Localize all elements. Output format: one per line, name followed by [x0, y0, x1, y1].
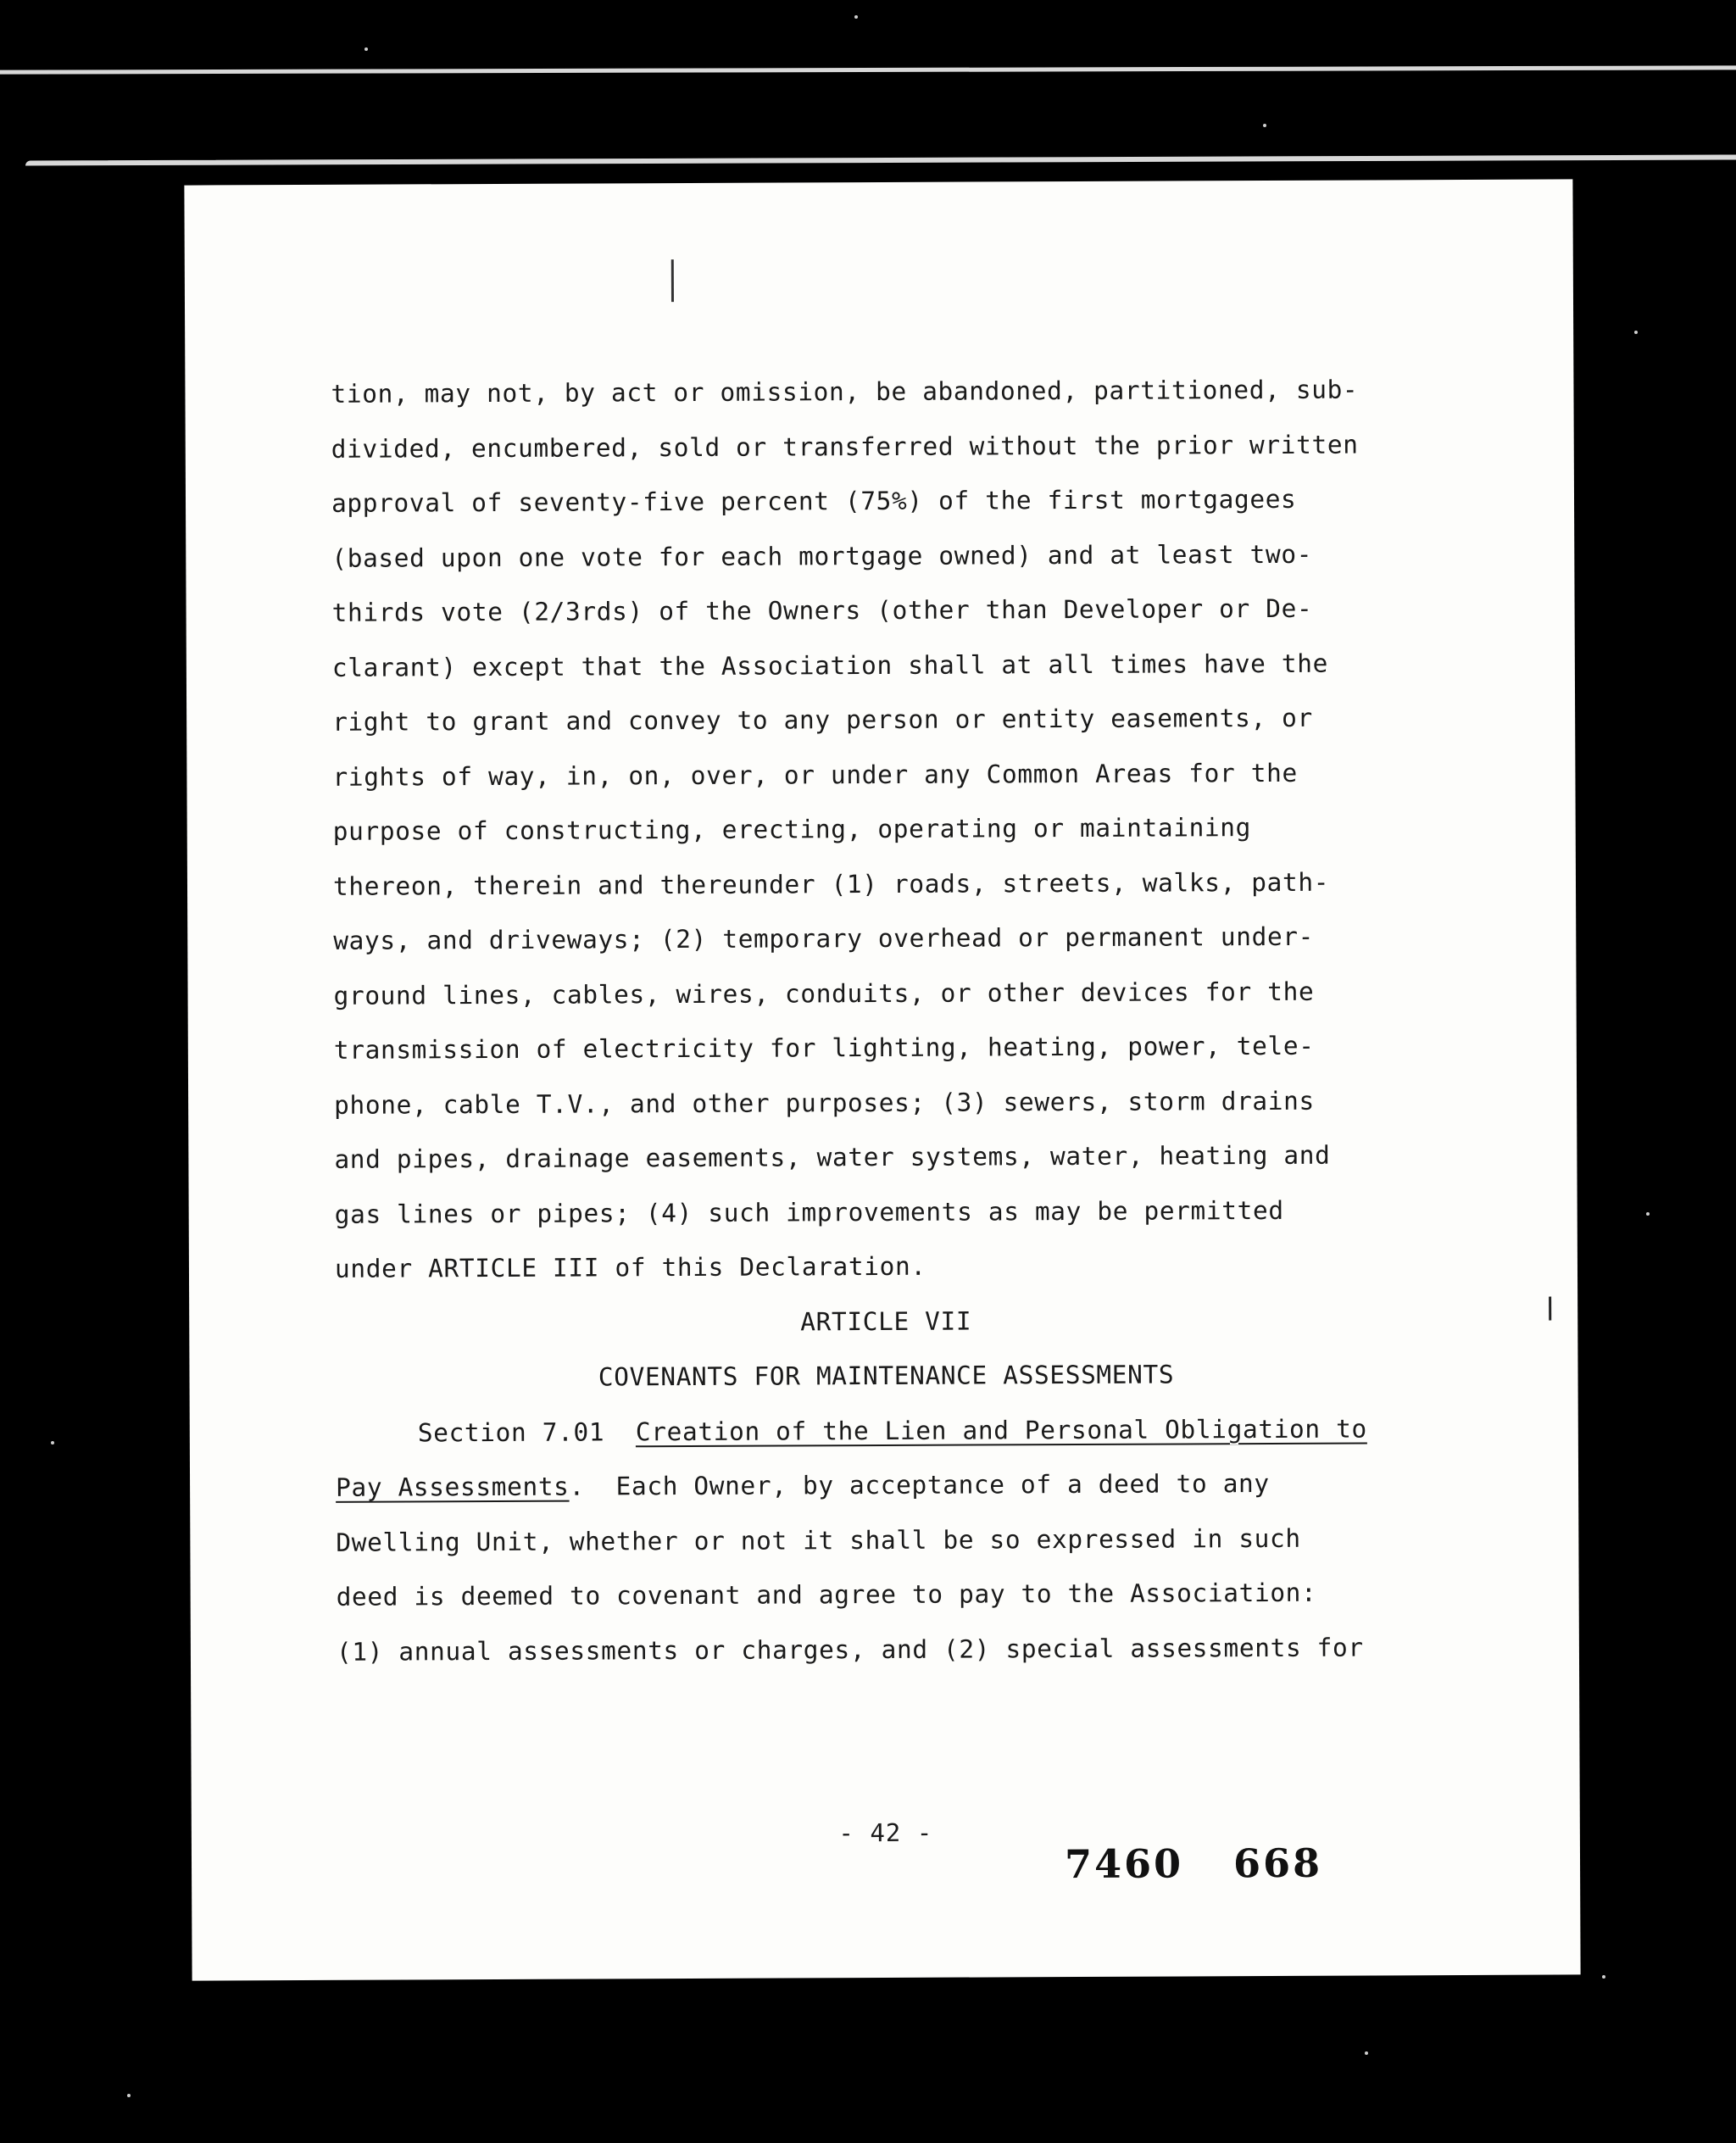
paragraph-line: rights of way, in, on, over, or under any Common Areas for the	[332, 758, 1298, 792]
paragraph-line: gas lines or pipes; (4) such improvements as may be permitted	[334, 1195, 1284, 1229]
page-number: - 42 -	[838, 1817, 933, 1848]
paragraph-line: phone, cable T.V., and other purposes; (3) sewers, storm drains	[334, 1086, 1315, 1120]
section-text-line: (1) annual assessments or charges, and (2) special assessments for	[336, 1633, 1364, 1667]
document-body	[331, 362, 1438, 1679]
paragraph-line: (based upon one vote for each mortgage owned) and at least two-	[331, 539, 1313, 573]
scan-speck	[854, 15, 858, 19]
scan-speck	[1365, 2051, 1368, 2055]
section-heading-line	[336, 1401, 1438, 1461]
scan-speck	[364, 47, 368, 51]
section-text: . Each Owner, by acceptance of a deed to any	[569, 1469, 1270, 1501]
paragraph-line: approval of seventy-five percent (75%) of the first mortgagees	[331, 484, 1297, 518]
paragraph-line: thereon, therein and thereunder (1) roads, streets, walks, path-	[332, 867, 1330, 901]
book-page-stamp: 7460 668	[1064, 1840, 1323, 1888]
paragraph-line: under ARTICLE III of this Declaration.	[334, 1251, 926, 1283]
paragraph-line: clarant) except that the Association shall at all times have the	[331, 648, 1329, 682]
scan-edge-line	[0, 65, 1736, 74]
section-text-line: Dwelling Unit, whether or not it shall be so expressed in such	[336, 1523, 1301, 1557]
scan-speck	[1634, 331, 1638, 334]
section-title: Creation of the Lien and Personal Obligation to	[635, 1414, 1367, 1446]
scan-speck	[1263, 124, 1266, 127]
section-title-continued: Pay Assessments	[336, 1472, 570, 1502]
scan-speck	[51, 1441, 54, 1444]
section-number: Section 7.01	[417, 1417, 605, 1447]
paragraph-line: ways, and driveways; (2) temporary overhead or permanent under-	[333, 921, 1315, 955]
paragraph-line: right to grant and convey to any person or entity easements, or	[332, 703, 1313, 737]
scan-speck	[1646, 1212, 1650, 1216]
paragraph-line: divided, encumbered, sold or transferred without the prior written	[331, 430, 1359, 464]
scan-mark	[671, 259, 674, 302]
scan-speck	[1602, 1975, 1605, 1979]
section-text-line	[336, 1456, 1438, 1515]
paragraph-line: thirds vote (2/3rds) of the Owners (other than Developer or De-	[331, 593, 1313, 627]
paragraph-line: ground lines, cables, wires, conduits, or other devices for the	[333, 977, 1315, 1010]
paragraph-line: transmission of electricity for lighting, heating, power, tele-	[333, 1031, 1315, 1065]
scan-speck	[127, 2094, 131, 2097]
scan-mark	[1549, 1297, 1551, 1321]
paragraph-line: tion, may not, by act or omission, be abandoned, partitioned, sub-	[331, 375, 1359, 409]
paragraph-line: and pipes, drainage easements, water systems, water, heating and	[334, 1140, 1331, 1174]
document-page	[184, 179, 1580, 1980]
scan-edge-line	[25, 154, 1736, 165]
article-title: COVENANTS FOR MAINTENANCE ASSESSMENTS	[598, 1360, 1175, 1392]
article-heading: ARTICLE VII	[800, 1306, 972, 1336]
section-text-line: deed is deemed to covenant and agree to pay to the Association:	[336, 1578, 1317, 1611]
paragraph-line: purpose of constructing, erecting, operating or maintaining	[332, 813, 1252, 846]
